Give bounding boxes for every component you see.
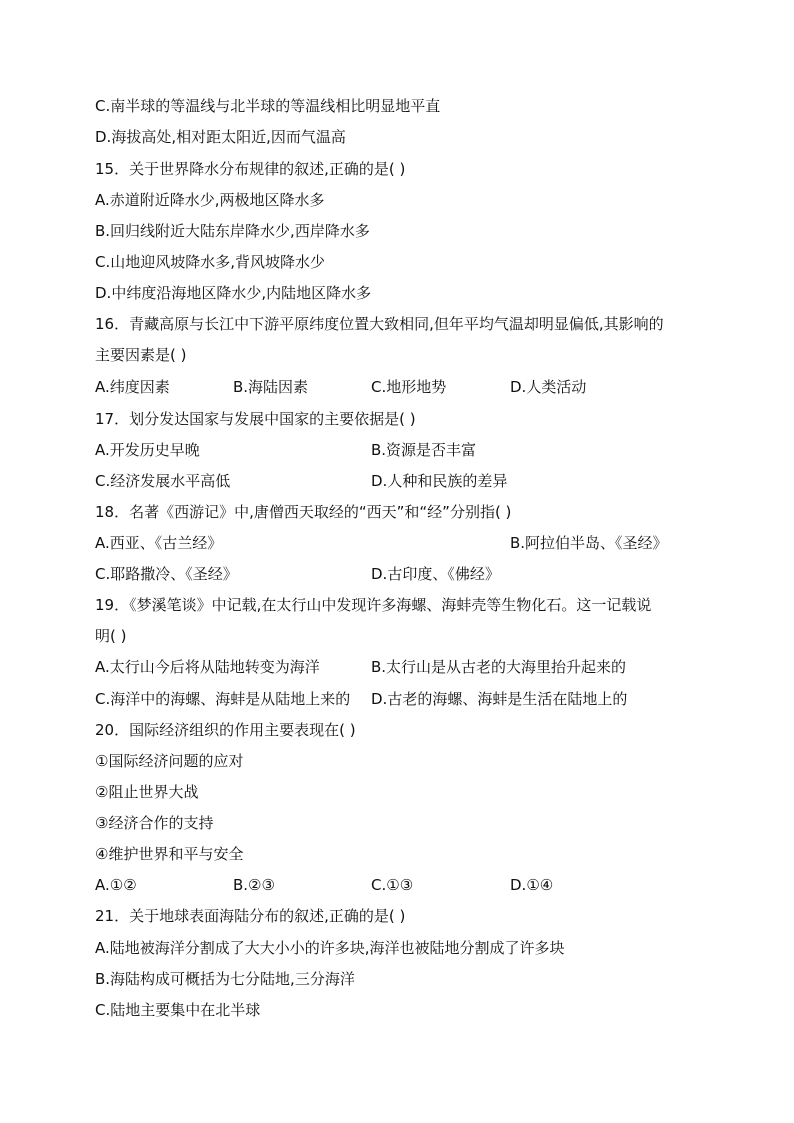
q14-option-d: D.海拔高处,相对距太阳近,因而气温高 [95,128,346,146]
q20-option-b: B.②③ [233,876,275,894]
q21-option-c: C.陆地主要集中在北半球 [95,1001,261,1019]
question-19-line-1: 19．《梦溪笔谈》中记载,在太行山中发现许多海螺、海蚌壳等生物化石。这一记载说 [95,596,652,614]
q18-option-a: A.西亚、《古兰经》 [95,534,223,552]
question-20: 20．国际经济组织的作用主要表现在( ) [95,721,356,739]
q15-option-b: B.回归线附近大陆东岸降水少,西岸降水多 [95,222,370,240]
q20-item-2: ②阻止世界大战 [95,783,199,801]
q21-option-b: B.海陆构成可概括为七分陆地,三分海洋 [95,970,355,988]
q15-option-a: A.赤道附近降水少,两极地区降水多 [95,191,325,209]
q16-option-a: A.纬度因素 [95,378,170,396]
q20-option-a: A.①② [95,876,137,894]
q18-option-b: B.阿拉伯半岛、《圣经》 [510,534,668,552]
q19-option-b: B.太行山是从古老的大海里抬升起来的 [371,658,627,676]
question-15: 15．关于世界降水分布规律的叙述,正确的是( ) [95,160,406,178]
q21-option-a: A.陆地被海洋分割成了大大小小的许多块,海洋也被陆地分割成了许多块 [95,939,565,957]
q20-option-c: C.①③ [371,876,414,894]
q18-option-c: C.耶路撒冷、《圣经》 [95,565,238,583]
q14-option-c: C.南半球的等温线与北半球的等温线相比明显地平直 [95,97,441,115]
q19-option-a: A.太行山今后将从陆地转变为海洋 [95,658,320,676]
q17-option-c: C.经济发展水平高低 [95,472,231,490]
question-16-line-2: 主要因素是( ) [95,346,187,364]
q17-option-b: B.资源是否丰富 [371,441,477,459]
q15-option-d: D.中纬度沿海地区降水少,内陆地区降水多 [95,284,372,302]
q18-option-d: D.古印度、《佛经》 [371,565,500,583]
q19-option-c: C.海洋中的海螺、海蚌是从陆地上来的 [95,690,351,708]
q20-item-3: ③经济合作的支持 [95,814,214,832]
q20-item-1: ①国际经济问题的应对 [95,752,244,770]
q17-option-a: A.开发历史早晚 [95,441,200,459]
q20-option-d: D.①④ [510,876,554,894]
q17-option-d: D.人种和民族的差异 [371,472,508,490]
q16-option-b: B.海陆因素 [233,378,309,396]
question-18: 18．名著《西游记》中,唐僧西天取经的“西天”和“经”分别指( ) [95,503,512,521]
question-21: 21．关于地球表面海陆分布的叙述,正确的是( ) [95,907,406,925]
q16-option-c: C.地形地势 [371,378,447,396]
q16-option-d: D.人类活动 [510,378,587,396]
question-17: 17．划分发达国家与发展中国家的主要依据是( ) [95,410,416,428]
question-19-line-2: 明( ) [95,627,127,645]
q15-option-c: C.山地迎风坡降水多,背风坡降水少 [95,253,326,271]
q20-item-4: ④维护世界和平与安全 [95,845,244,863]
q19-option-d: D.古老的海螺、海蚌是生活在陆地上的 [371,690,628,708]
question-16-line-1: 16．青藏高原与长江中下游平原纬度位置大致相同,但年平均气温却明显偏低,其影响的 [95,315,664,333]
